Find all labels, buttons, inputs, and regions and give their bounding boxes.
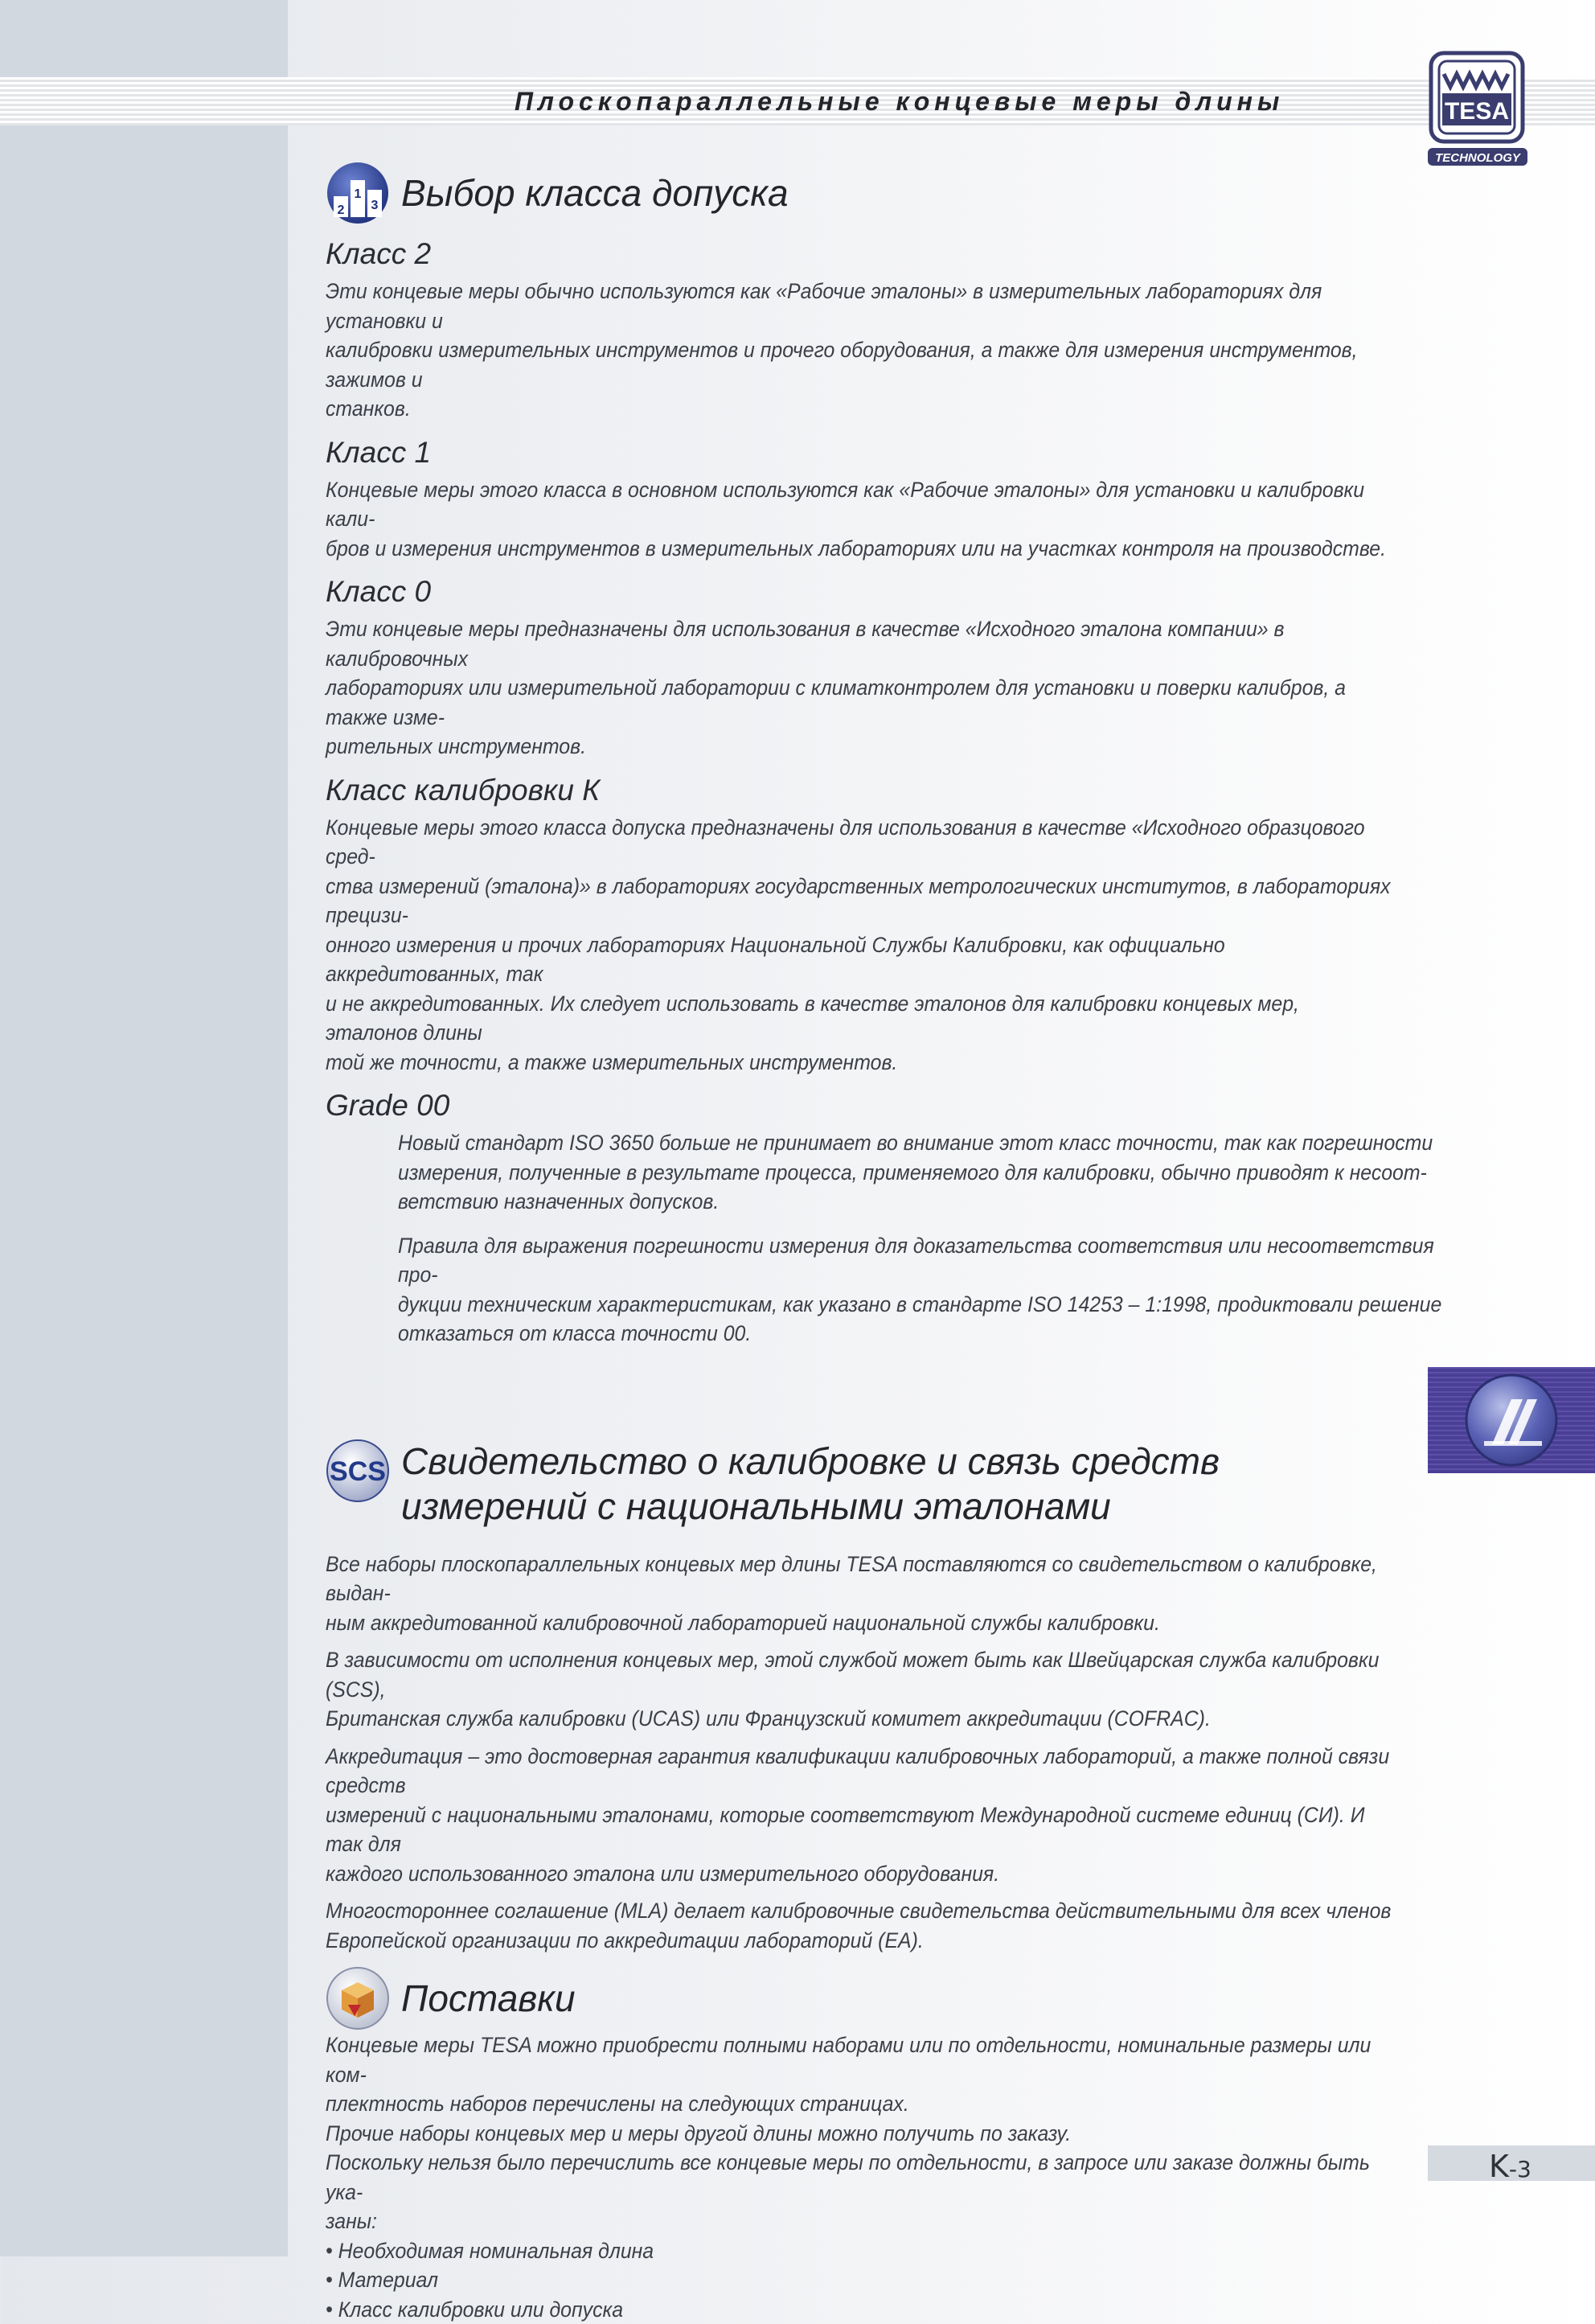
page-number-letter: K <box>1489 2149 1509 2184</box>
delivery-line-1: Концевые меры TESA можно приобрести полными наборами или по отдельности, номинальные размеры или ком- <box>326 2030 1394 2089</box>
class-k-title: Класс калибровки К <box>326 773 1395 808</box>
delivery-bullet-1: • Необходимая номинальная длина <box>326 2236 1394 2266</box>
tolerance-classes-icon <box>326 161 390 225</box>
certificate-p4-line-2: Европейской организации по аккредитации лабораторий (ЕА). <box>326 1926 1394 1956</box>
page-number-digits: -3 <box>1509 2156 1531 2182</box>
grade-00-title: Grade 00 <box>326 1088 1395 1123</box>
delivery-section-heading <box>326 1966 1395 2030</box>
certificate-p2-line-1: В зависимости от исполнения концевых мер, этой службой может быть как Швейцарская служба калибровки (SCS), <box>326 1645 1394 1704</box>
tolerance-heading: Выбор класса допуска <box>401 170 789 216</box>
delivery-line-5: заны: <box>326 2207 1394 2236</box>
class-2-line-3: станков. <box>326 394 1394 424</box>
svg-text:SCS: SCS <box>330 1456 386 1487</box>
left-sidebar-band <box>0 0 288 2256</box>
class-k-line-2: ства измерений (эталона)» в лабораториях государственных метрологических институтов, в лабораториях прецизи- <box>326 872 1394 930</box>
logo-sub-text: TECHNOLOGY <box>1435 151 1522 165</box>
class-0-line-1: Эти концевые меры предназначены для использования в качестве «Исходного эталона компании» в калибровочных <box>326 614 1394 673</box>
class-2-line-2: калибровки измерительных инструментов и прочего оборудования, а также для измерения инструментов, зажимов и <box>326 335 1394 394</box>
delivery-bullet-2: • Материал <box>326 2265 1394 2295</box>
grade-00-p2-line-1: Правила для выражения погрешности измерения для доказательства соответствия или несоответствия про- <box>398 1231 1466 1290</box>
gauge-block-tab-icon <box>1428 1367 1595 1473</box>
tesa-logo-icon <box>1426 50 1529 170</box>
certificate-section-heading <box>326 1439 1395 1529</box>
svg-text:3: 3 <box>371 199 379 212</box>
class-0-line-3: рительных инструментов. <box>326 732 1394 762</box>
certificate-p3-line-1: Аккредитация – это достоверная гарантия квалификации калибровочных лабораторий, а также полной связи средств <box>326 1742 1394 1800</box>
delivery-heading: Поставки <box>401 1976 576 2021</box>
delivery-line-3: Прочие наборы концевых мер и меры другой длины можно получить по заказу. <box>326 2119 1394 2149</box>
delivery-line-4: Поскольку нельзя было перечислить все концевые меры по отдельности, в запросе или заказе должны быть ука- <box>326 2148 1394 2207</box>
tolerance-section-heading <box>326 161 1395 225</box>
class-2-line-1: Эти концевые меры обычно используются как «Рабочие эталоны» в измерительных лабораториях для установки и <box>326 277 1394 335</box>
certificate-heading-line-2: измерений с национальными эталонами <box>401 1484 1220 1529</box>
scs-icon <box>326 1439 390 1503</box>
certificate-p3-line-2: измерений с национальными эталонами, которые соответствуют Международной системе единиц (СИ). И так для <box>326 1800 1394 1859</box>
class-0-title: Класс 0 <box>326 574 1395 610</box>
class-1-line-1: Концевые меры этого класса в основном используются как «Рабочие эталоны» для установки и калибровки кали- <box>326 475 1394 534</box>
class-2-title: Класс 2 <box>326 236 1395 272</box>
class-0-line-2: лабораториях или измерительной лаборатории с климатконтролем для установки и поверки калибров, а также изме- <box>326 673 1394 732</box>
class-k-line-1: Концевые меры этого класса допуска предназначены для использования в качестве «Исходного образцового сред- <box>326 813 1394 872</box>
certificate-p3-line-3: каждого использованного эталона или измерительного оборудования. <box>326 1859 1394 1889</box>
page-number <box>1489 2149 1531 2184</box>
logo-brand-text: TESA <box>1445 98 1509 125</box>
delivery-bullet-3: • Класс калибровки или допуска <box>326 2295 1394 2324</box>
certificate-p1-line-2: ным аккредитованной калибровочной лабораторией национальной службы калибровки. <box>326 1608 1394 1638</box>
grade-00-body <box>326 1128 1395 1349</box>
class-k-line-5: той же точности, а также измерительных инструментов. <box>326 1048 1394 1078</box>
grade-00-p2-line-3: отказаться от класса точности 00. <box>398 1319 1466 1349</box>
class-k-line-3: онного измерения и прочих лабораториях Национальной Службы Калибровки, как официально аккредитованных, так <box>326 930 1394 989</box>
certificate-p2-line-2: Британская служба калибровки (UCAS) или Французский комитет аккредитации (COFRAC). <box>326 1704 1394 1734</box>
svg-text:2: 2 <box>338 203 345 217</box>
svg-text:1: 1 <box>355 187 362 201</box>
grade-00-p1-line-1: Новый стандарт ISO 3650 больше не принимает во внимание этот класс точности, так как погрешности <box>398 1128 1466 1158</box>
class-1-line-2: бров и измерения инструментов в измерительных лабораториях или на участках контроля на производстве. <box>326 534 1394 564</box>
grade-00-p1-line-3: ветствию назначенных допусков. <box>398 1187 1466 1217</box>
certificate-heading-line-1: Свидетельство о калибровке и связь средств <box>401 1439 1220 1484</box>
class-k-line-4: и не аккредитованных. Их следует использовать в качестве эталонов для калибровки концевых мер, эталонов длины <box>326 989 1394 1048</box>
delivery-line-2: плектность наборов перечислены на следующих страницах. <box>326 2089 1394 2119</box>
certificate-p1-line-1: Все наборы плоскопараллельных концевых мер длины TESA поставляются со свидетельством о калибровке, выдан- <box>326 1550 1394 1608</box>
page-header-title: Плоскопараллельные концевые меры длины <box>515 87 1206 117</box>
package-icon <box>326 1966 390 2030</box>
grade-00-p1-line-2: измерения, полученные в результате процесса, применяемого для калибровки, обычно приводят к несоот- <box>398 1158 1466 1188</box>
grade-00-p2-line-2: дукции техническим характеристикам, как указано в стандарте ISO 14253 – 1:1998, продиктовали решение <box>398 1290 1466 1320</box>
main-content <box>326 161 1395 2324</box>
certificate-p4-line-1: Многостороннее соглашение (MLA) делает калибровочные свидетельства действительными для всех членов <box>326 1896 1394 1926</box>
class-1-title: Класс 1 <box>326 435 1395 470</box>
